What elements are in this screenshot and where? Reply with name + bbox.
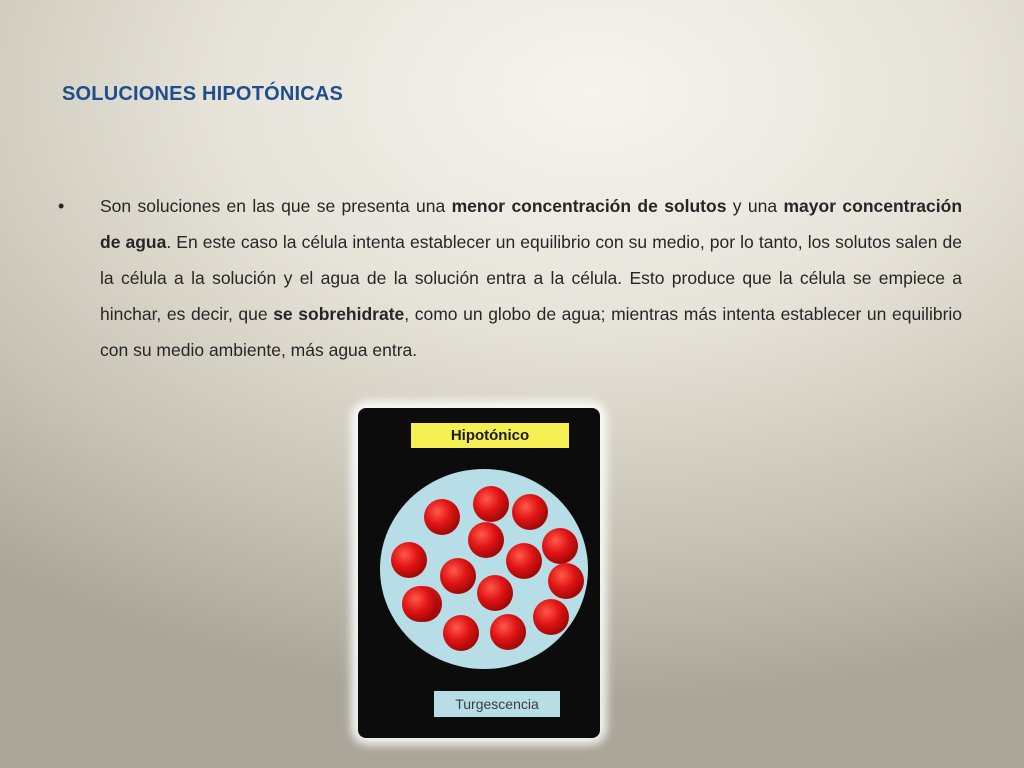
bold-text-segment: se sobrehidrate [273, 304, 405, 324]
figure-top-label: Hipotónico [411, 423, 569, 448]
hypotonic-cell-figure [358, 408, 600, 738]
text-segment: . En este caso la célula intenta establecer un equilibrio con su medio, por lo tanto, los solutos salen de la célula a la solución y el agua de la solución entra a la célula. Esto produce que la célula se empiece a hinchar, es decir, que [100, 232, 962, 324]
solute-sphere [424, 499, 460, 535]
text-segment: Son soluciones en las que se presenta una [100, 196, 452, 216]
text-segment: , como un globo de agua; mientras más intenta establecer un equilibrio con su medio ambiente, más agua entra. [100, 304, 963, 360]
solute-sphere [473, 486, 509, 522]
solute-sphere [391, 542, 427, 578]
solute-sphere [402, 586, 438, 622]
bullet-text [100, 188, 962, 368]
figure-bottom-label: Turgescencia [434, 691, 560, 717]
solute-sphere [490, 614, 526, 650]
solute-sphere [533, 599, 569, 635]
cell-illustration [358, 408, 600, 738]
bullet-marker: • [58, 196, 65, 216]
solute-sphere [542, 528, 578, 564]
text-segment: y una [726, 196, 784, 216]
solute-sphere [506, 543, 542, 579]
solute-sphere [512, 494, 548, 530]
bold-text-segment: menor concentración de solutos [451, 196, 727, 216]
solute-sphere [468, 522, 504, 558]
solute-sphere [443, 615, 479, 651]
bullet-list-item [58, 188, 962, 368]
slide-title: SOLUCIONES HIPOTÓNICAS [62, 83, 344, 105]
solute-sphere [548, 563, 584, 599]
solute-sphere [440, 558, 476, 594]
solute-sphere [477, 575, 513, 611]
bold-text-segment: mayor concentración de agua [100, 196, 963, 252]
